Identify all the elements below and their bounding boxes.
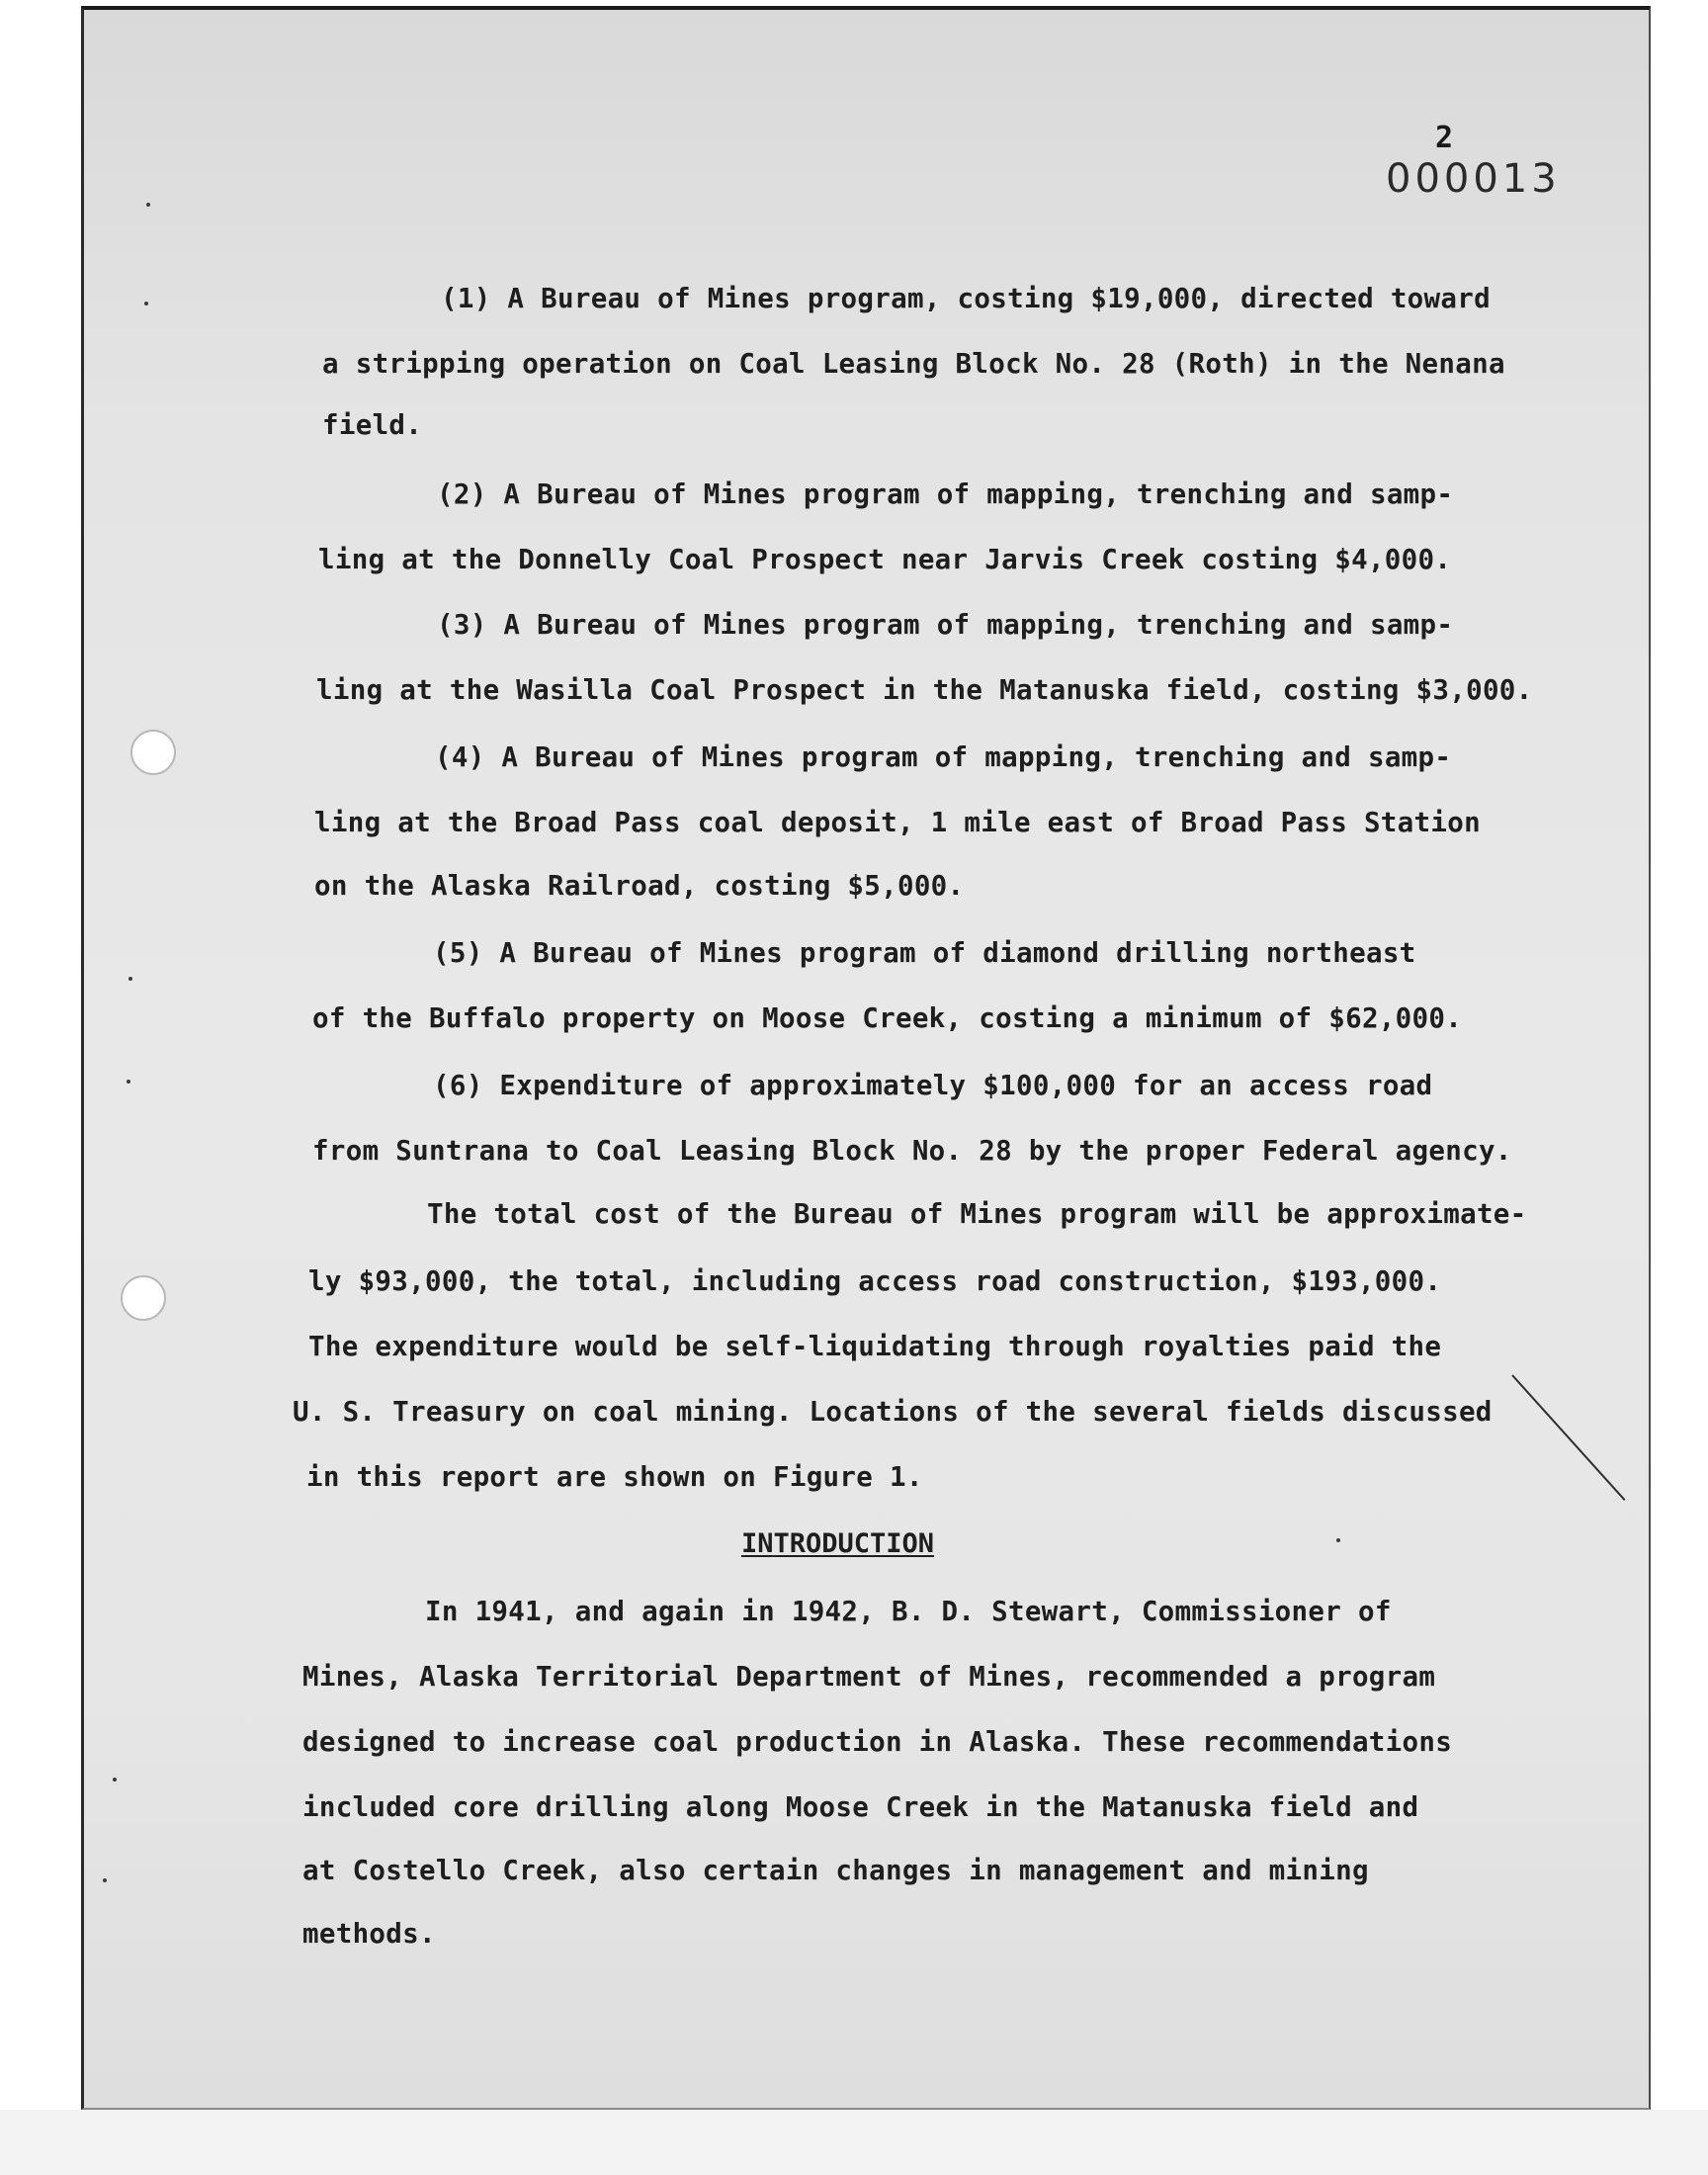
text-line: In 1941, and again in 1942, B. D. Stewart, Commissioner of — [425, 1596, 1392, 1627]
text-line: on the Alaska Railroad, costing $5,000. — [314, 870, 965, 902]
text-line: (2) A Bureau of Mines program of mapping, trenching and samp- — [437, 478, 1454, 510]
text-line: The total cost of the Bureau of Mines program will be approximate- — [427, 1198, 1527, 1230]
text-line: (5) A Bureau of Mines program of diamond drilling northeast — [433, 937, 1416, 969]
section-heading: INTRODUCTION — [741, 1528, 935, 1559]
text-line: (3) A Bureau of Mines program of mapping, trenching and samp- — [437, 609, 1454, 641]
scan-margin — [0, 2110, 1708, 2175]
punch-hole-upper — [130, 730, 176, 775]
text-line: ling at the Broad Pass coal deposit, 1 mile east of Broad Pass Station — [314, 807, 1481, 838]
text-line: a stripping operation on Coal Leasing Block No. 28 (Roth) in the Nenana — [322, 348, 1505, 380]
page-number: 2 — [1435, 121, 1454, 155]
text-line: ling at the Wasilla Coal Prospect in the Matanuska field, costing $3,000. — [316, 674, 1533, 706]
text-line: of the Buffalo property on Moose Creek, costing a minimum of $62,000. — [312, 1002, 1463, 1034]
text-line: The expenditure would be self-liquidating through royalties paid the — [308, 1331, 1442, 1362]
text-line: ly $93,000, the total, including access road construction, $193,000. — [308, 1265, 1442, 1297]
text-line: field. — [322, 409, 423, 441]
speck — [127, 1080, 130, 1084]
text-line: U. S. Treasury on coal mining. Locations of the several fields discussed — [293, 1396, 1493, 1428]
speck — [113, 1778, 117, 1782]
text-line: (1) A Bureau of Mines program, costing $19,000, directed toward — [441, 283, 1491, 314]
text-line: (6) Expenditure of approximately $100,000 for an access road — [433, 1070, 1433, 1101]
text-line: ling at the Donnelly Coal Prospect near Jarvis Creek costing $4,000. — [318, 544, 1452, 575]
punch-hole-lower — [121, 1275, 166, 1321]
text-line: (4) A Bureau of Mines program of mapping, trenching and samp- — [435, 741, 1452, 773]
text-line: included core drilling along Moose Creek in the Matanuska field and — [302, 1791, 1419, 1823]
text-line: at Costello Creek, also certain changes in management and mining — [302, 1855, 1369, 1886]
speck — [128, 977, 132, 981]
speck — [1336, 1538, 1340, 1542]
text-line: designed to increase coal production in Alaska. These recommendations — [302, 1726, 1453, 1758]
speck — [144, 302, 148, 305]
text-line: methods. — [302, 1918, 436, 1950]
text-line: from Suntrana to Coal Leasing Block No. 28 by the proper Federal agency. — [312, 1135, 1512, 1167]
bates-number: 000013 — [1386, 156, 1561, 202]
text-line: in this report are shown on Figure 1. — [306, 1461, 923, 1493]
speck — [146, 203, 150, 207]
text-line: Mines, Alaska Territorial Department of Mines, recommended a program — [302, 1661, 1436, 1693]
speck — [103, 1878, 107, 1882]
